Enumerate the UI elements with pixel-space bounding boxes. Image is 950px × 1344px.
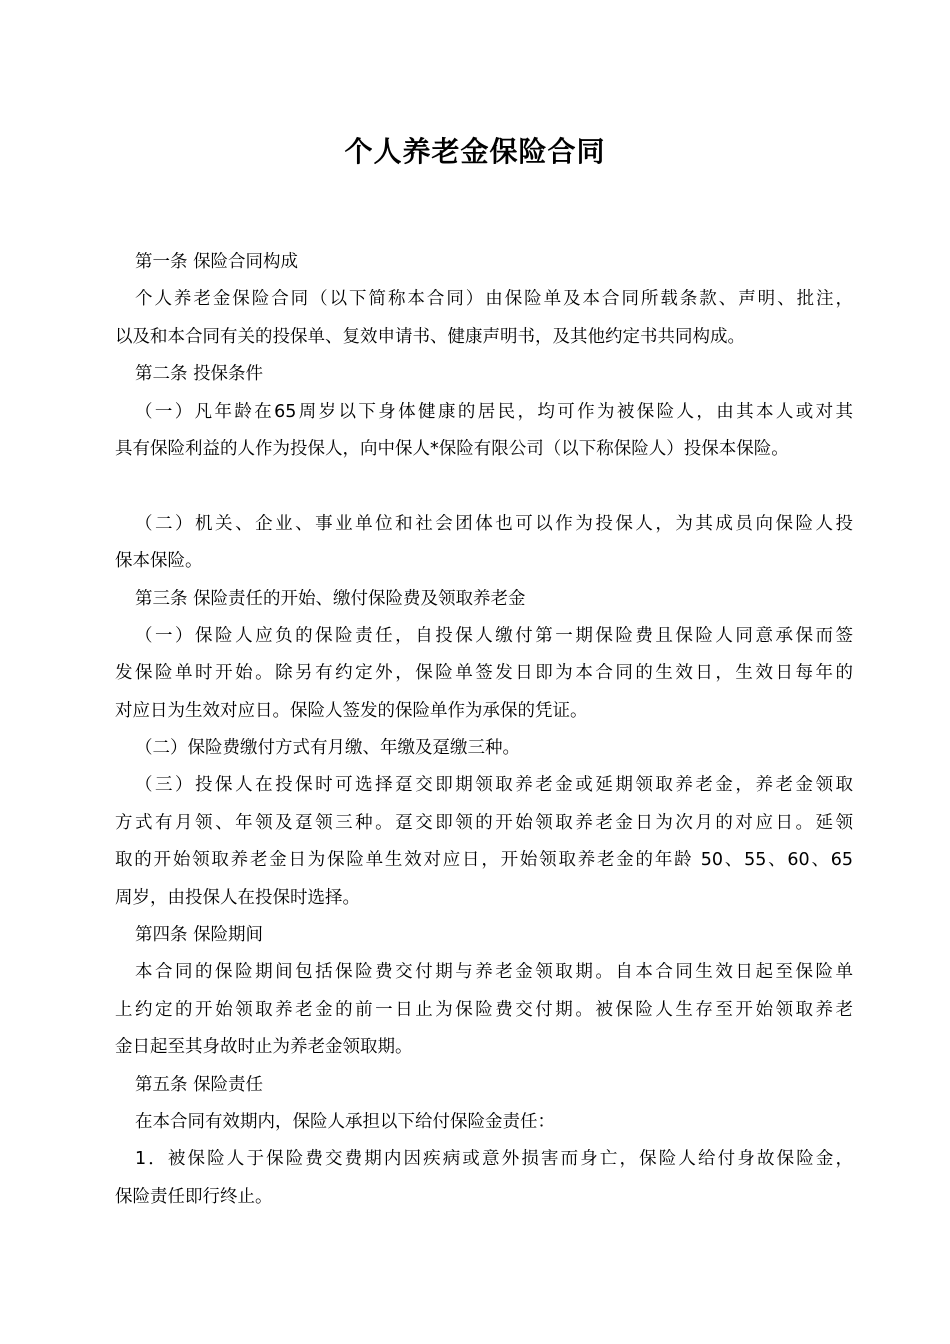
paragraph-line: 保本保险。 <box>115 551 203 572</box>
paragraph-line: （一）凡年龄在65周岁以下身体健康的居民，均可作为被保险人，由其本人或对其 <box>135 401 853 422</box>
paragraph-line: （三）投保人在投保时可选择趸交即期领取养老金或延期领取养老金，养老金领取 <box>135 775 853 796</box>
blank-line <box>115 468 853 505</box>
paragraph-line: 取的开始领取养老金日为保险单生效对应日，开始领取养老金的年龄 50、55、60、65 <box>115 850 853 871</box>
paragraph-line: （二）保险费缴付方式有月缴、年缴及趸缴三种。 <box>135 738 520 759</box>
article-5-heading: 第五条 保险责任 <box>135 1074 264 1095</box>
paragraph-line: 保险责任即行终止。 <box>115 1186 273 1207</box>
paragraph-line: 方式有月领、年领及趸领三种。趸交即领的开始领取养老金日为次月的对应日。延领 <box>115 812 853 833</box>
paragraph-line: 以及和本合同有关的投保单、复效申请书、健康声明书，及其他约定书共同构成。 <box>115 326 745 347</box>
paragraph-line: 周岁，由投保人在投保时选择。 <box>115 887 360 908</box>
paragraph-line: 本合同的保险期间包括保险费交付期与养老金领取期。自本合同生效日起至保险单 <box>135 962 853 983</box>
paragraph-line: （一）保险人应负的保险责任，自投保人缴付第一期保险费且保险人同意承保而签 <box>135 625 853 646</box>
paragraph-line: 对应日为生效对应日。保险人签发的保险单作为承保的凭证。 <box>115 700 588 721</box>
paragraph-line: 个人养老金保险合同（以下简称本合同）由保险单及本合同所载条款、声明、批注， <box>135 289 853 310</box>
article-2-heading: 第二条 投保条件 <box>135 364 264 385</box>
paragraph-line: 在本合同有效期内，保险人承担以下给付保险金责任： <box>135 1111 555 1132</box>
paragraph-line: 上约定的开始领取养老金的前一日止为保险费交付期。被保险人生存至开始领取养老 <box>115 999 853 1020</box>
article-3-heading: 第三条 保险责任的开始、缴付保险费及领取养老金 <box>135 588 526 609</box>
paragraph-line: 1．被保险人于保险费交费期内因疾病或意外损害而身亡，保险人给付身故保险金， <box>135 1149 853 1170</box>
article-4-heading: 第四条 保险期间 <box>135 925 264 946</box>
paragraph-line: 具有保险利益的人作为投保人，向中保人*保险有限公司（以下称保险人）投保本保险。 <box>115 438 789 459</box>
paragraph-line: （二）机关、企业、事业单位和社会团体也可以作为投保人，为其成员向保险人投 <box>135 513 853 534</box>
paragraph-line: 金日起至其身故时止为养老金领取期。 <box>115 1037 413 1058</box>
paragraph-line: 发保险单时开始。除另有约定外，保险单签发日即为本合同的生效日，生效日每年的 <box>115 663 853 684</box>
document-title: 个人养老金保险合同 <box>344 135 606 168</box>
document-body <box>115 244 853 1216</box>
article-1-heading: 第一条 保险合同构成 <box>135 252 299 272</box>
